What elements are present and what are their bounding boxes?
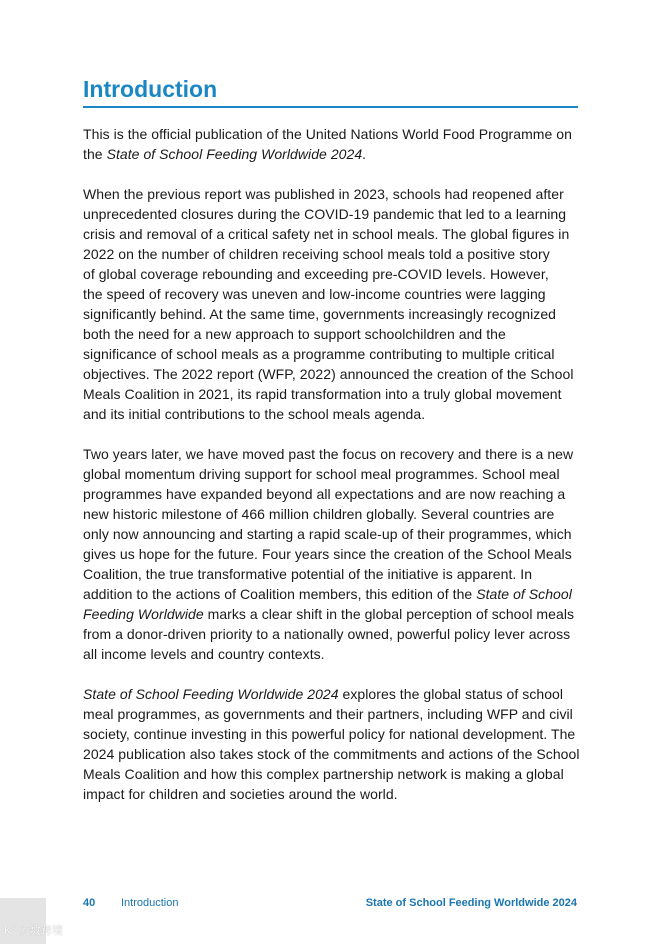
text-segment: marks a clear shift in the global perception of school meals bbox=[203, 606, 575, 622]
italic-title-text: State of School bbox=[476, 586, 572, 602]
text-line bbox=[83, 144, 583, 164]
text-line bbox=[83, 624, 583, 644]
text-line bbox=[83, 744, 583, 764]
text-segment: global momentum driving support for school meal programmes. School meal bbox=[83, 466, 560, 482]
text-segment: significance of school meals as a programme contributing to multiple critical bbox=[83, 346, 555, 362]
text-segment: significantly behind. At the same time, governments increasingly recognized bbox=[83, 306, 556, 322]
text-segment: unprecedented closures during the COVID-19 pandemic that led to a learning bbox=[83, 206, 567, 222]
title-underline bbox=[83, 106, 578, 108]
text-line bbox=[83, 564, 583, 584]
paragraph bbox=[83, 124, 583, 164]
text-line bbox=[83, 444, 583, 464]
text-line bbox=[83, 724, 583, 744]
text-line bbox=[83, 404, 583, 424]
body-text bbox=[83, 124, 583, 824]
text-segment: both the need for a new approach to support schoolchildren and the bbox=[83, 326, 506, 342]
text-line bbox=[83, 324, 583, 344]
text-line bbox=[83, 644, 583, 664]
text-segment: and its initial contributions to the school meals agenda. bbox=[83, 406, 426, 422]
text-line bbox=[83, 224, 583, 244]
text-line bbox=[83, 604, 583, 624]
text-segment: When the previous report was published in 2023, schools had reopened after bbox=[83, 186, 564, 202]
text-line bbox=[83, 184, 583, 204]
text-segment: crisis and removal of a critical safety net in school meals. The global figures in bbox=[83, 226, 570, 242]
text-segment: the speed of recovery was uneven and low-income countries were lagging bbox=[83, 286, 546, 302]
text-segment: Meals Coalition in 2021, its rapid transformation into a truly global movement bbox=[83, 386, 562, 402]
text-segment: new historic milestone of 466 million children globally. Several countries are bbox=[83, 506, 555, 522]
text-line bbox=[83, 524, 583, 544]
text-segment: all income levels and country contexts. bbox=[83, 646, 325, 662]
paragraph bbox=[83, 444, 583, 664]
text-line bbox=[83, 244, 583, 264]
text-line bbox=[83, 584, 583, 604]
text-segment: gives us hope for the future. Four years since the creation of the School Meals bbox=[83, 546, 572, 562]
text-segment: the bbox=[83, 146, 107, 162]
text-line bbox=[83, 264, 583, 284]
page-title: Introduction bbox=[83, 76, 218, 102]
text-line bbox=[83, 204, 583, 224]
text-segment: . bbox=[362, 146, 367, 162]
text-segment: of global coverage rebounding and exceeding pre-COVID levels. However, bbox=[83, 266, 549, 282]
text-line bbox=[83, 384, 583, 404]
italic-title-text: State of School Feeding Worldwide 2024 bbox=[83, 686, 339, 702]
italic-title-text: Feeding Worldwide bbox=[83, 606, 204, 622]
footer-publication-title: State of School Feeding Worldwide 2024 bbox=[365, 897, 577, 909]
text-line bbox=[83, 304, 583, 324]
text-line bbox=[83, 504, 583, 524]
text-line bbox=[83, 764, 583, 784]
paragraph bbox=[83, 684, 583, 804]
text-segment: objectives. The 2022 report (WFP, 2022) announced the creation of the School bbox=[83, 366, 574, 382]
text-line bbox=[83, 684, 583, 704]
watermark-logo: K° 大数跨境 bbox=[0, 898, 46, 944]
text-segment: impact for children and societies around the world. bbox=[83, 786, 398, 802]
text-segment: This is the official publication of the United Nations World Food Programme on bbox=[83, 126, 572, 142]
text-line bbox=[83, 484, 583, 504]
text-line bbox=[83, 344, 583, 364]
text-line bbox=[83, 544, 583, 564]
text-segment: Meals Coalition and how this complex partnership network is making a global bbox=[83, 766, 564, 782]
text-segment: explores the global status of school bbox=[338, 686, 564, 702]
text-segment: addition to the actions of Coalition members, this edition of the bbox=[83, 586, 477, 602]
footer-section: Introduction bbox=[121, 897, 179, 909]
paragraph bbox=[83, 184, 583, 424]
text-line bbox=[83, 124, 583, 144]
text-line bbox=[83, 464, 583, 484]
italic-title-text: State of School Feeding Worldwide 2024 bbox=[106, 146, 363, 162]
text-line bbox=[83, 704, 583, 724]
text-line bbox=[83, 364, 583, 384]
page-number: 40 bbox=[83, 897, 96, 909]
text-line bbox=[83, 784, 583, 804]
text-segment: 2024 publication also takes stock of the commitments and actions of the School bbox=[83, 746, 580, 762]
text-segment: society, continue investing in this powerful policy for national development. The bbox=[83, 726, 576, 742]
text-segment: only now announcing and starting a rapid scale-up of their programmes, which bbox=[83, 526, 572, 542]
text-segment: 2022 on the number of children receiving school meals told a positive story bbox=[83, 246, 550, 262]
text-segment: from a donor-driven priority to a nationally owned, powerful policy lever across bbox=[83, 626, 571, 642]
text-segment: Two years later, we have moved past the focus on recovery and there is a new bbox=[83, 446, 574, 462]
text-segment: Coalition, the true transformative potential of the initiative is apparent. In bbox=[83, 566, 533, 582]
text-segment: programmes have expanded beyond all expectations and are now reaching a bbox=[83, 486, 566, 502]
text-line bbox=[83, 284, 583, 304]
text-segment: meal programmes, as governments and their partners, including WFP and civil bbox=[83, 706, 573, 722]
